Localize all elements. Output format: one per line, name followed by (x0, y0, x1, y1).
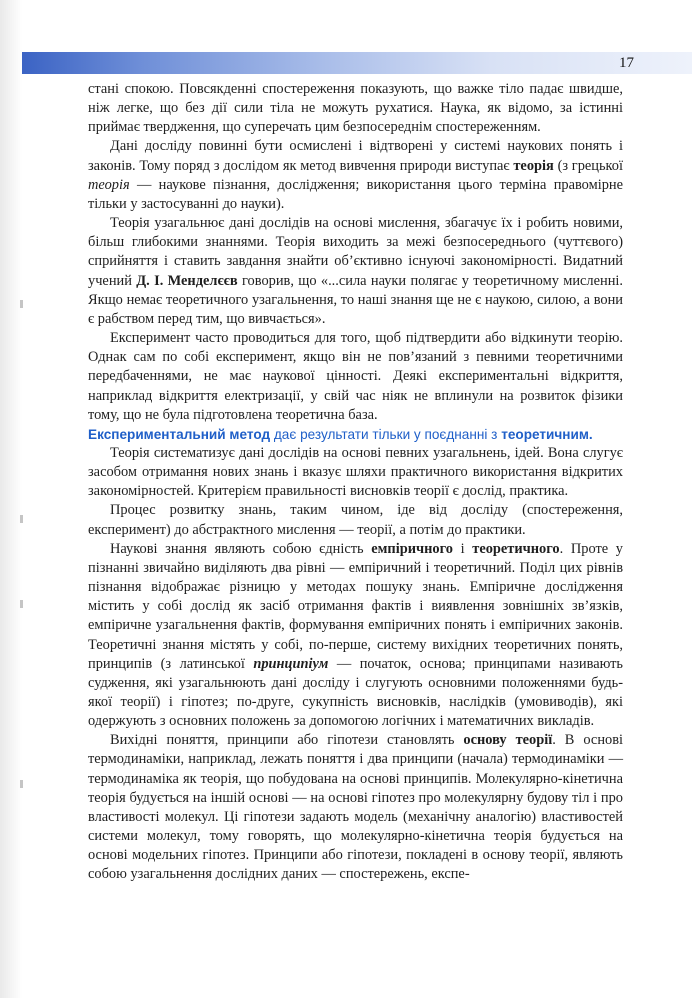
term-theory-basis: основу теорії (463, 732, 553, 749)
term-empirical: емпіричного (371, 540, 453, 557)
paragraph: Дані досліду повинні бути осмислені і відтворені у системі наукових понять і законів. Тому поряд з дослідом як метод вивчення природи виступає теорія (з грецької теорія — наукове пізнання, дослідження; використання цього терміна правомірне тільки у застосуванні до науки). (88, 138, 624, 212)
scientist-name: Д. І. Менделєєв (136, 272, 238, 289)
margin-mark (20, 600, 23, 608)
paragraph: Процес розвитку знань, таким чином, іде від досліду (спостереження, експеримент) до абстрактного мислення — теорії, а потім до практики. (88, 502, 623, 538)
paragraph: стані спокою. Повсякденні спостереження показують, що важке тіло падає швидше, ніж легке, що без дії сили тіла не можуть рухатися. Наука, як відомо, за істинні приймає твердження, що суперечать цим безпосереднім спостереженням. (88, 81, 623, 136)
paragraph: Теорія узагальнює дані дослідів на основі мислення, збагачує їх і робить новими, більш глибокими знаннями. Теорія виходить за межі безпосереднього (чуттєвого) сприйняття і ставить завдання знайти об’єктивно існуючі закономірності. Видатний учений Д. І. Менделєєв говорив, що «...сила науки полягає у теоретичному мисленні. Якщо немає теоретичного узагальнення, то наші знання ще не є наукою, силою, а вони є рабством перед тим, що вивчається». (88, 215, 623, 327)
paragraph: Теорія систематизує дані дослідів на основі певних узагальнень, ідей. Вона слугує засобом отримання нових знань і вказує шляхи практичного використання відкритих закономірностей. Критерієм правильності висновків теорії є дослід, практика. (88, 444, 623, 500)
body-text (88, 80, 623, 885)
term-theoretical: теоретичного (472, 540, 560, 557)
page-edge-shadow (0, 0, 22, 998)
paragraph: Вихідні поняття, принципи або гіпотези становлять основу теорії. В основі термодинаміки, наприклад, лежать поняття і два принципи (начала) термодинаміки — термодинаміка як теорія, що побудована на основі принципів. Молекулярно-кінетична теорія будується на іншій основі — на основі гіпотез про молекулярну будову тіл і про властивості молекул. Ці гіпотези задають модель (механічну аналогію) властивостей системи молекул, тому говорять, що молекулярно-кінетична теорія будується на основі модельних гіпотез. Принципи або гіпотези, покладені в основу теорії, являють собою узагальнення дослідних даних — спостережень, експе- (88, 732, 624, 883)
margin-mark (20, 515, 23, 523)
term-theory: теорія (513, 157, 554, 174)
paragraph: Експеримент часто проводиться для того, щоб підтвердити або відкинути теорію. Однак сам по собі експеримент, якщо він не пов’язаний з певними теоретичними передбаченнями, не має наукової цінності. Деякі експериментальні відкриття, наприклад відкриття електризації, у свій час ніяк не вплинули на розвиток фізики тому, що не була підготовлена теоретична база. (88, 330, 623, 423)
term-principium: принципіум (253, 655, 329, 672)
page-number: 17 (619, 55, 634, 71)
highlight-note: Експериментальний метод дає результати тільки у поєднанні з теоретичним. (88, 426, 593, 442)
margin-mark (20, 780, 23, 788)
header-band (22, 52, 692, 74)
margin-mark (20, 300, 23, 308)
paragraph: Наукові знання являють собою єдність емпіричного і теоретичного. Проте у пізнанні звичайно виділяють два рівні — емпіричний і теоретичний. Поділ цих рівнів пізнання відображає різницю у методах пошуку знань. Емпіричне дослідження містить у собі дослід як засіб отримання фактів і виявлення зовнішніх зв’язків, емпіричне узагальнення фактів, формування емпіричних понять і емпіричних законів. Теоретичні знання містять у собі, по-перше, систему вихідних теоретичних понять, принципів (з латинської принципіум — початок, основа; принципами називають судження, які узагальнюють дані досліду і слугують основними положеннями будь-якої теорії) і гіпотез; по-друге, сукупність висновків, наслідків (умовиводів), які одержують з основних положень за допомогою логічних і математичних викладів. (88, 540, 623, 730)
term-theory-greek: теорія (88, 176, 130, 193)
